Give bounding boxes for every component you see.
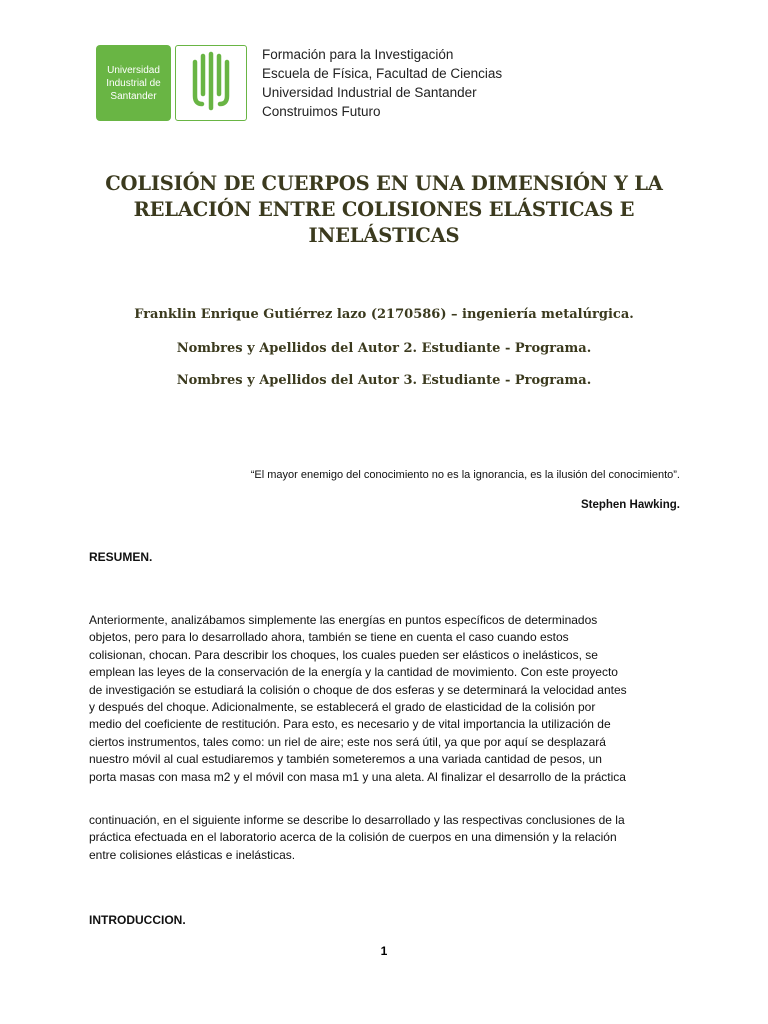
paragraph-line: práctica efectuada en el laboratorio acerca de la colisión de cuerpos en una dimensión y la relación [89, 830, 617, 845]
introduccion-heading: INTRODUCCION. [89, 913, 186, 927]
paragraph-line: medio del coeficiente de restitución. Para esto, es necesario y de vital importancia la utilización de [89, 717, 611, 732]
logo-text-line: Universidad [107, 64, 160, 76]
university-logo-text-block [96, 45, 171, 121]
title-line: RELACIÓN ENTRE COLISIONES ELÁSTICAS E [133, 198, 635, 221]
epigraph-author: Stephen Hawking. [580, 499, 680, 511]
author-line-2: Nombres y Apellidos del Autor 2. Estudiante - Programa. [176, 341, 592, 356]
paragraph-line: Anteriormente, analizábamos simplemente las energías en puntos específicos de determinados [89, 613, 598, 627]
paragraph-line: nuestro móvil al cual estudiaremos y también someteremos a una variada cantidad de pesos, un [89, 752, 602, 767]
document-title [60, 171, 708, 249]
institution-info [262, 45, 502, 121]
resumen-paragraph-1 [89, 612, 689, 786]
institution-line: Universidad Industrial de Santander [262, 85, 477, 100]
page-number: 1 [380, 944, 388, 958]
author-line-1: Franklin Enrique Gutiérrez lazo (2170586) – ingeniería metalúrgica. [134, 307, 634, 322]
paragraph-line: emplean las leyes de la conservación de la energía y la cantidad de movimiento. Con este proyecto [89, 665, 618, 680]
paragraph-line: porta masas con masa m2 y el móvil con masa m1 y una aleta. Al finalizar el desarrollo de la práctica [89, 769, 626, 784]
title-line: INELÁSTICAS [308, 224, 460, 247]
uis-monogram-icon [176, 46, 245, 119]
title-line: COLISIÓN DE CUERPOS EN UNA DIMENSIÓN Y LA [105, 172, 663, 195]
author-line-3: Nombres y Apellidos del Autor 3. Estudiante - Programa. [176, 373, 592, 388]
paragraph-line: entre colisiones elásticas e inelásticas. [89, 847, 296, 862]
uis-emblem-logo [175, 45, 247, 121]
institution-line: Escuela de Física, Facultad de Ciencias [262, 66, 503, 81]
paragraph-line: continuación, en el siguiente informe se describe lo desarrollado y las respectivas conclusiones de la [89, 813, 625, 827]
logo-text-line: Santander [110, 90, 157, 102]
paragraph-line: de investigación se estudiará la colisión o choque de dos esferas y se determinará la velocidad antes [89, 682, 627, 697]
paragraph-line: y después del choque. Adicionalmente, se establecerá el grado de elasticidad de la colisión por [89, 700, 596, 715]
epigraph-quote: “El mayor enemigo del conocimiento no es la ignorancia, es la ilusión del conocimiento”. [250, 469, 680, 481]
paragraph-line: colisionan, chocan. Para describir los choques, los cuales pueden ser elásticos o inelásticos, se [89, 647, 598, 662]
institution-line: Formación para la Investigación [262, 47, 454, 62]
resumen-paragraph-2 [89, 812, 689, 864]
paragraph-line: ciertos instrumentos, tales como: un riel de aire; este nos será útil, ya que por aquí se desplazará [89, 734, 606, 749]
paragraph-line: objetos, pero para lo desarrollado ahora, también se tiene en cuenta el caso cuando estos [89, 630, 569, 645]
institution-line: Construimos Futuro [262, 104, 381, 119]
logo-text-line: Industrial de [106, 77, 161, 89]
resumen-heading: RESUMEN. [89, 550, 153, 564]
